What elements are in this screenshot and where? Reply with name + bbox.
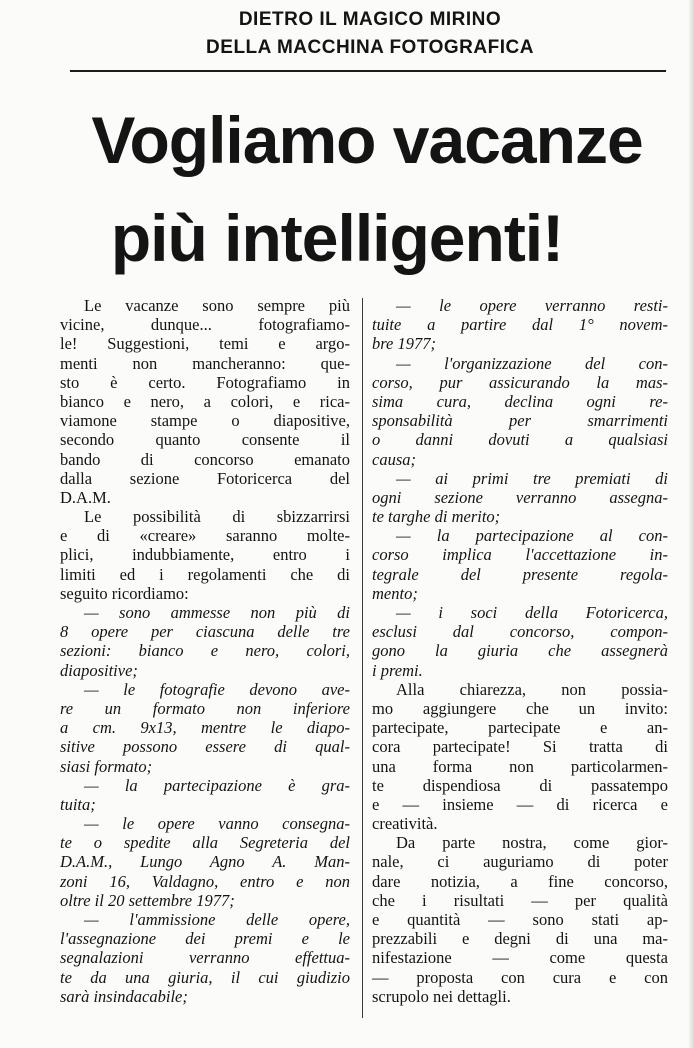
text-line: scrupolo nei dettagli. (372, 986, 511, 1006)
text-line: oltre il 20 settembre 1977; (60, 890, 235, 910)
text-line: — ai primi tre premiati di (396, 468, 668, 488)
text-line: prezzabili e degni di una ma- (372, 929, 668, 949)
text-line: sponsabilità per smarrimenti (372, 411, 668, 431)
text-line: gono la giuria che assegnerà (372, 641, 668, 661)
headline-line-2: più intelligenti! (110, 201, 564, 275)
text-line: limiti ed i regolamenti che di (60, 564, 350, 584)
text-line: esclusi dal concorso, compon- (372, 622, 668, 642)
text-line: e quantità — sono stati ap- (372, 910, 668, 929)
text-line: sima cura, declina ogni re- (372, 391, 668, 411)
text-line: secondo quanto consente il (60, 430, 350, 450)
text-line: diapositive; (60, 660, 138, 680)
text-line: mento; (372, 583, 418, 603)
text-line: te targhe di merito; (372, 507, 501, 527)
kicker-line-1: DIETRO IL MAGICO MIRINO (238, 9, 502, 30)
text-line: te o spedite alla Segreteria del (60, 833, 350, 853)
text-line: — l'ammissione delle opere, (84, 910, 350, 929)
text-line: i premi. (372, 660, 423, 680)
text-line: bianco e nero, a colori, e rica- (60, 391, 350, 411)
text-line: corso implica l'accettazione in- (372, 545, 668, 565)
text-line: tuita; (60, 794, 96, 814)
text-line: che i risultati — per qualità (372, 890, 668, 910)
text-line: le! Suggestioni, temi e argo- (60, 334, 350, 354)
text-line: Da parte nostra, come gior- (396, 833, 668, 853)
text-line: bando di concorso emanato (60, 449, 350, 469)
text-line: creatività. (372, 814, 438, 834)
text-line: — le fotografie devono ave- (84, 679, 350, 699)
text-line: sitive possono essere di qual- (60, 737, 350, 757)
kicker-line-2: DELLA MACCHINA FOTOGRAFICA (206, 37, 534, 58)
text-line: a cm. 9x13, mentre le diapo- (60, 718, 350, 738)
page-edge-shadow (688, 0, 694, 1048)
text-line: cora partecipate! Si tratta di (372, 737, 668, 757)
text-line: una forma non particolarmen- (372, 756, 668, 776)
text-line: zoni 16, Valdagno, entro e non (60, 871, 350, 891)
text-line: 8 opere per ciascuna delle tre (60, 622, 350, 642)
header-rule (70, 70, 666, 72)
text-line: tuite a partire dal 1° novem- (372, 315, 668, 335)
text-line: — le opere vanno consegna- (84, 814, 350, 834)
article-column-right (372, 296, 668, 1006)
text-line: — l'organizzazione del con- (396, 353, 668, 373)
headline-line-1: Vogliamo vacanze (91, 103, 643, 177)
article-column-left (60, 296, 350, 1006)
text-line: — proposta con cura e con (372, 967, 668, 987)
text-line: te da una giuria, il cui giudizio (60, 967, 350, 987)
text-line: — i soci della Fotoricerca, (396, 603, 668, 622)
text-line: — le opere verranno resti- (396, 296, 668, 315)
text-line: bre 1977; (372, 334, 437, 354)
text-line: viamone stampe o diapositive, (60, 411, 350, 431)
text-line: nifestazione — come questa (372, 948, 668, 968)
text-line: siasi formato; (60, 756, 153, 776)
text-line: e di «creare» saranno molte- (60, 526, 350, 546)
text-line: menti non mancheranno: que- (60, 353, 350, 373)
text-line: D.A.M. (60, 487, 111, 507)
text-line: — la partecipazione è gra- (84, 775, 350, 795)
text-line: — la partecipazione al con- (396, 526, 668, 546)
text-line: re un formato non inferiore (60, 698, 350, 718)
text-line: D.A.M., Lungo Agno A. Man- (60, 852, 350, 872)
text-line: l'assegnazione dei premi e le (60, 929, 350, 949)
text-line: Alla chiarezza, non possia- (396, 679, 668, 699)
text-line: sezioni: bianco e nero, colori, (60, 641, 350, 661)
text-line: vicine, dunque... fotografiamo- (60, 315, 350, 335)
text-line: dare notizia, a fine concorso, (372, 871, 668, 891)
text-line: causa; (372, 449, 416, 469)
text-line: partecipate, partecipate e an- (372, 718, 668, 738)
text-line: mo aggiungere che un invito: (372, 698, 668, 718)
text-line: — sono ammesse non più di (84, 603, 350, 622)
text-line: nale, ci auguriamo di poter (372, 852, 668, 872)
column-divider (362, 298, 363, 1018)
text-line: tegrale del presente regola- (372, 564, 668, 584)
text-line: Le possibilità di sbizzarrirsi (84, 507, 350, 527)
text-line: te dispendiosa di passatempo (372, 775, 668, 795)
text-line: corso, pur assicurando la mas- (372, 372, 668, 392)
text-line: segnalazioni verranno effettua- (60, 948, 350, 968)
text-line: plici, indubbiamente, entro i (60, 545, 350, 565)
text-line: o danni dovuti a qualsiasi (372, 430, 668, 450)
text-line: sarà insindacabile; (60, 986, 188, 1006)
text-line: ogni sezione verranno assegna- (372, 487, 668, 507)
text-line: seguito ricordiamo: (60, 583, 189, 603)
text-line: sto è certo. Fotografiamo in (60, 372, 350, 392)
text-line: Le vacanze sono sempre più (84, 296, 350, 315)
text-line: dalla sezione Fotoricerca del (60, 468, 350, 488)
text-line: e — insieme — di ricerca e (372, 794, 668, 814)
